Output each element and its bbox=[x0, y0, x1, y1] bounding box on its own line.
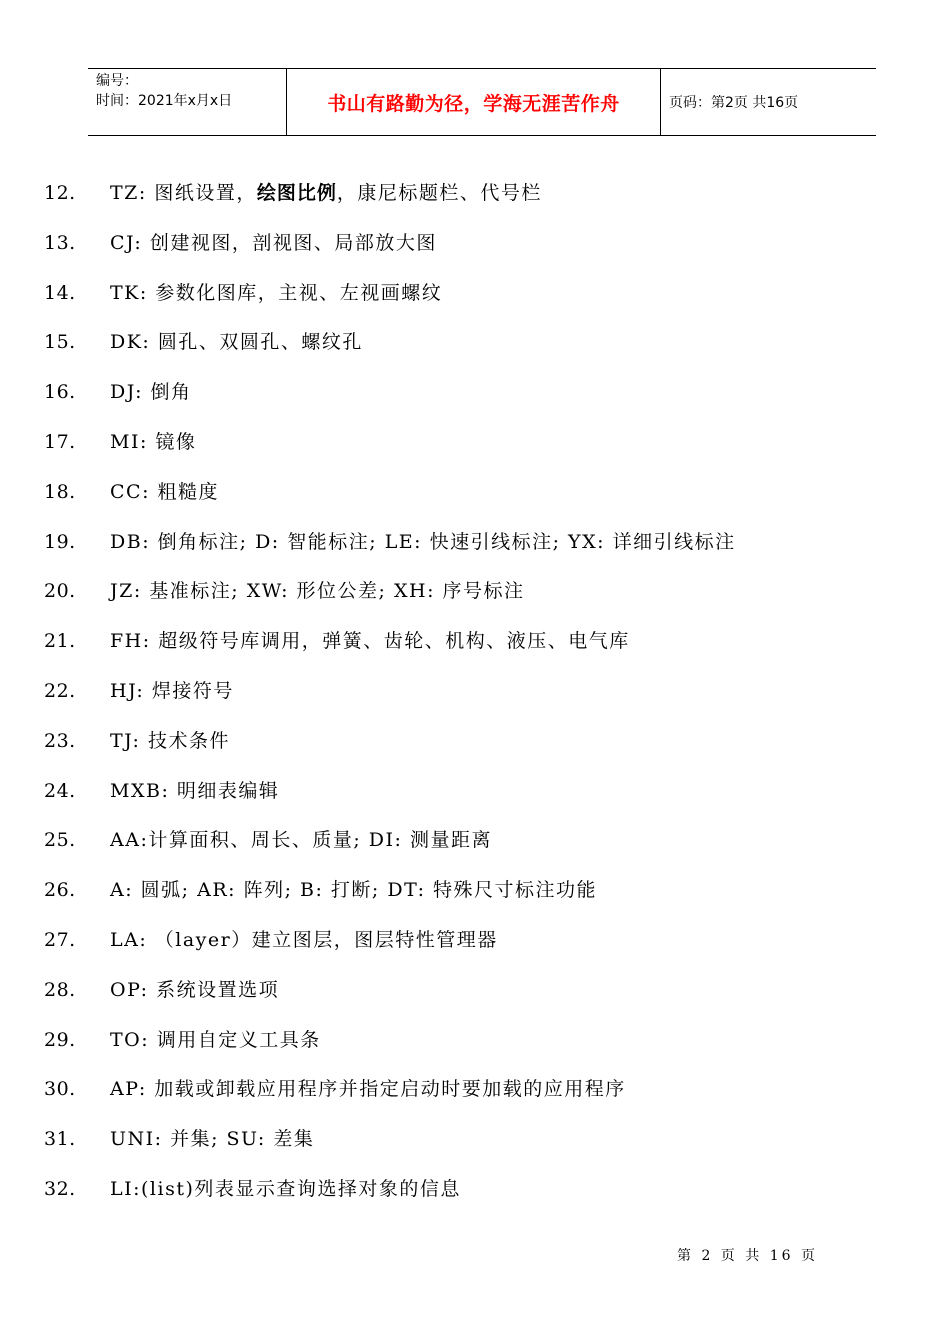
list-item bbox=[0, 621, 950, 671]
list-item bbox=[0, 422, 950, 472]
list-item-text-main: CJ: 创建视图，剖视图、局部放大图 bbox=[110, 231, 437, 254]
list-item bbox=[0, 571, 950, 621]
list-item-number: 27. bbox=[44, 928, 76, 951]
list-item-number: 25. bbox=[44, 829, 76, 852]
list-item-text bbox=[110, 970, 279, 1010]
list-item-text bbox=[110, 1169, 461, 1209]
list-item-number: 26. bbox=[44, 879, 76, 902]
list-item bbox=[0, 920, 950, 970]
list-item bbox=[0, 1020, 950, 1070]
list-item-text bbox=[110, 571, 525, 611]
list-item-text bbox=[110, 721, 230, 761]
list-item-text-main: MXB: 明细表编辑 bbox=[110, 779, 280, 802]
list-item-text bbox=[110, 372, 192, 412]
list-item-text bbox=[110, 621, 630, 661]
list-item-number: 16. bbox=[44, 381, 76, 404]
list-item-text-main: OP: 系统设置选项 bbox=[110, 978, 280, 1001]
list-item-text bbox=[110, 522, 736, 562]
list-item-text-main: DK: 圆孔、双圆孔、螺纹孔 bbox=[110, 331, 363, 354]
list-item-text-main: DJ: 倒角 bbox=[110, 381, 192, 404]
list-item-text-tail: ，康尼标题栏、代号栏 bbox=[336, 182, 542, 204]
list-item-text bbox=[110, 173, 542, 213]
list-item-text bbox=[110, 322, 363, 362]
list-item-number: 14. bbox=[44, 281, 76, 304]
list-item-number: 31. bbox=[44, 1128, 76, 1151]
list-item-text-main: CC: 粗糙度 bbox=[110, 480, 220, 503]
document-date-label: 时间：2021年x月x日 bbox=[96, 93, 233, 109]
list-item-text-main: UNI: 并集; SU: 差集 bbox=[110, 1128, 315, 1151]
list-item bbox=[0, 472, 950, 522]
list-item-number: 17. bbox=[44, 430, 76, 453]
list-item-number: 32. bbox=[44, 1177, 76, 1200]
list-item bbox=[0, 522, 950, 572]
list-item-text bbox=[110, 472, 219, 512]
list-item-text-main: DB: 倒角标注; D: 智能标注; LE: 快速引线标注; YX: 详细引线标注 bbox=[110, 530, 736, 553]
list-item bbox=[0, 173, 950, 223]
list-item-text bbox=[110, 273, 442, 313]
list-item-text bbox=[110, 1119, 314, 1159]
list-item bbox=[0, 322, 950, 372]
list-item-text-main: TZ: 图纸设置， bbox=[110, 182, 257, 204]
list-item-text-main: LI:(list)列表显示查询选择对象的信息 bbox=[110, 1177, 461, 1200]
list-item-text-main: HJ: 焊接符号 bbox=[110, 679, 234, 702]
list-item-text-main: TO: 调用自定义工具条 bbox=[110, 1028, 321, 1051]
list-item bbox=[0, 1169, 950, 1219]
list-item-text-main: LA: （layer）建立图层，图层特性管理器 bbox=[110, 928, 498, 951]
list-item-number: 22. bbox=[44, 679, 76, 702]
list-item bbox=[0, 721, 950, 771]
document-code-label: 编号： bbox=[96, 73, 138, 89]
list-item-number: 19. bbox=[44, 530, 76, 553]
list-item-number: 29. bbox=[44, 1028, 76, 1051]
list-item-number: 23. bbox=[44, 729, 76, 752]
list-item-number: 12. bbox=[44, 182, 76, 204]
list-item bbox=[0, 1069, 950, 1119]
list-item-text bbox=[110, 771, 279, 811]
list-item bbox=[0, 223, 950, 273]
list-item-text-main: AP: 加载或卸载应用程序并指定启动时要加载的应用程序 bbox=[110, 1078, 626, 1101]
list-item-text-main: MI: 镜像 bbox=[110, 430, 197, 453]
list-item bbox=[0, 771, 950, 821]
list-item bbox=[0, 273, 950, 323]
list-item-number: 18. bbox=[44, 480, 76, 503]
list-item bbox=[0, 671, 950, 721]
list-item-text bbox=[110, 1020, 321, 1060]
list-item-text bbox=[110, 1069, 626, 1109]
list-item-number: 13. bbox=[44, 231, 76, 254]
list-item-text bbox=[110, 920, 498, 960]
list-item-text bbox=[110, 223, 437, 263]
page-footer: 第 2 页 共 16 页 bbox=[677, 1248, 818, 1264]
header-info-cell bbox=[88, 69, 287, 135]
list-item-number: 24. bbox=[44, 779, 76, 802]
header-page-number: 页码：第2页 共16页 bbox=[669, 95, 799, 111]
list-item-number: 15. bbox=[44, 331, 76, 354]
list-item-text-main: TJ: 技术条件 bbox=[110, 729, 230, 752]
list-item-text-main: FH: 超级符号库调用，弹簧、齿轮、机构、液压、电气库 bbox=[110, 630, 630, 653]
list-item-text-main: A: 圆弧; AR: 阵列; B: 打断; DT: 特殊尺寸标注功能 bbox=[110, 879, 598, 902]
list-item bbox=[0, 970, 950, 1020]
list-item-number: 28. bbox=[44, 978, 76, 1001]
list-item-text-main: TK: 参数化图库，主视、左视画螺纹 bbox=[110, 281, 443, 304]
list-item bbox=[0, 870, 950, 920]
list-item-text-main: JZ: 基准标注; XW: 形位公差; XH: 序号标注 bbox=[110, 580, 525, 603]
list-item-text-bold: 绘图比例 bbox=[256, 182, 337, 204]
list-item-text bbox=[110, 870, 597, 910]
list-item-number: 21. bbox=[44, 630, 76, 653]
list-item-number: 20. bbox=[44, 580, 76, 603]
page-header bbox=[88, 68, 876, 136]
list-item bbox=[0, 372, 950, 422]
list-item-text bbox=[110, 671, 234, 711]
list-item bbox=[0, 820, 950, 870]
list-item-text-main: AA:计算面积、周长、质量; DI: 测量距离 bbox=[110, 829, 492, 852]
command-list bbox=[0, 173, 950, 1219]
list-item-text bbox=[110, 820, 492, 860]
list-item bbox=[0, 1119, 950, 1169]
list-item-number: 30. bbox=[44, 1078, 76, 1101]
list-item-text bbox=[110, 422, 196, 462]
header-motto: 书山有路勤为径，学海无涯苦作舟 bbox=[287, 69, 661, 135]
